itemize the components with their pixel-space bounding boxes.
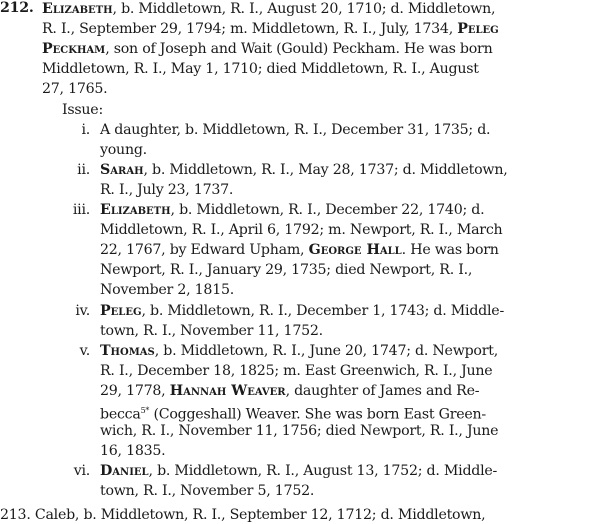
text-run: , son of Joseph and Wait (Gould) Peckham. He was born [105, 41, 493, 58]
text-run: R. I., September 29, 1794; m. Middletown, R. I., July, 1734, [42, 21, 458, 38]
name-smallcaps: Daniel [100, 463, 149, 480]
text-run: , b. Middletown, R. I., August 20, 1710; d. Middletown, [112, 1, 496, 17]
text-run: Newport, R. I., January 29, 1735; died Newport, R. I., [100, 262, 473, 279]
text-run: 16, 1835. [100, 443, 166, 460]
text-run: , b. Middletown, R. I., December 1, 1743; d. Middle- [141, 302, 504, 319]
child-roman-numeral: vi. [73, 463, 90, 480]
child-line [100, 302, 504, 320]
text-run: , b. Middletown, R. I., December 22, 1740; d. [170, 202, 485, 218]
superscript-reference: 5* [140, 406, 150, 415]
text-run: Middletown, R. I., May 1, 1710; died Middletown, R. I., August [42, 61, 479, 78]
text-run: young. [100, 141, 147, 158]
name-smallcaps: Peleg [100, 302, 142, 319]
child-line [100, 181, 233, 199]
entry-line [42, 0, 495, 18]
text-run: R. I., July 23, 1737. [100, 181, 234, 198]
child-line [100, 422, 498, 440]
text-run: 27, 1765. [42, 81, 108, 98]
text-run: Middletown, R. I., April 6, 1792; m. Newport, R. I., March [100, 222, 503, 239]
child-line [100, 482, 314, 500]
next-entry-cutoff: 213. Caleb, b. Middletown, R. I., September 12, 1712; d. Middletown, [0, 506, 486, 523]
name-smallcaps: Thomas [100, 342, 155, 359]
child-line [100, 141, 147, 159]
child-line [100, 462, 497, 480]
child-roman-numeral: i. [81, 121, 90, 138]
name-smallcaps: Peleg [457, 21, 499, 38]
child-line [100, 402, 486, 424]
entry-line [42, 60, 479, 78]
text-run: 29, 1778, [100, 382, 170, 399]
child-line [100, 322, 323, 340]
text-run: , b. Middletown, R. I., June 20, 1747; d. Newport, [154, 342, 498, 359]
name-smallcaps: George Hall [308, 242, 402, 259]
text-run: becca [100, 406, 141, 423]
child-line [100, 342, 498, 360]
entry-line [42, 80, 107, 98]
name-smallcaps: Sarah [100, 161, 144, 178]
child-roman-numeral: ii. [77, 161, 90, 178]
child-line [100, 221, 502, 239]
text-run: (Coggeshall) Weaver. She was born East Green- [149, 406, 486, 423]
text-run: 22, 1767, by Edward Upham, [100, 242, 309, 259]
child-line [100, 281, 234, 299]
entry-line [42, 20, 499, 38]
child-line [100, 241, 499, 259]
text-run: , b. Middletown, R. I., May 28, 1737; d. Middletown, [143, 161, 508, 178]
name-smallcaps: Peckham [42, 41, 106, 58]
text-run: wich, R. I., November 11, 1756; died Newport, R. I., June [100, 423, 499, 440]
child-line [100, 362, 492, 380]
issue-label: Issue: [62, 101, 103, 118]
text-run: November 2, 1815. [100, 282, 235, 299]
text-run: . He was born [401, 242, 499, 259]
child-line [100, 442, 165, 460]
text-run: R. I., December 18, 1825; m. East Greenwich, R. I., June [100, 362, 493, 379]
child-roman-numeral: iv. [75, 302, 90, 319]
child-roman-numeral: iii. [72, 202, 90, 218]
child-line [100, 382, 479, 400]
name-smallcaps: Elizabeth [100, 202, 171, 218]
text-run: town, R. I., November 5, 1752. [100, 483, 315, 500]
child-line [100, 201, 484, 219]
text-run: A daughter, b. Middletown, R. I., December 31, 1735; d. [100, 121, 491, 138]
name-smallcaps: Hannah Weaver [169, 382, 286, 399]
text-run: , daughter of James and Re- [285, 382, 480, 399]
child-line [100, 161, 507, 179]
name-smallcaps: Elizabeth [42, 1, 113, 17]
child-roman-numeral: v. [79, 342, 90, 359]
child-line [100, 121, 490, 139]
text-run: town, R. I., November 11, 1752. [100, 322, 323, 339]
entry-line [42, 40, 492, 58]
child-line [100, 261, 472, 279]
entry-number: 212. [0, 0, 34, 16]
text-run: , b. Middletown, R. I., August 13, 1752; d. Middle- [148, 463, 498, 480]
